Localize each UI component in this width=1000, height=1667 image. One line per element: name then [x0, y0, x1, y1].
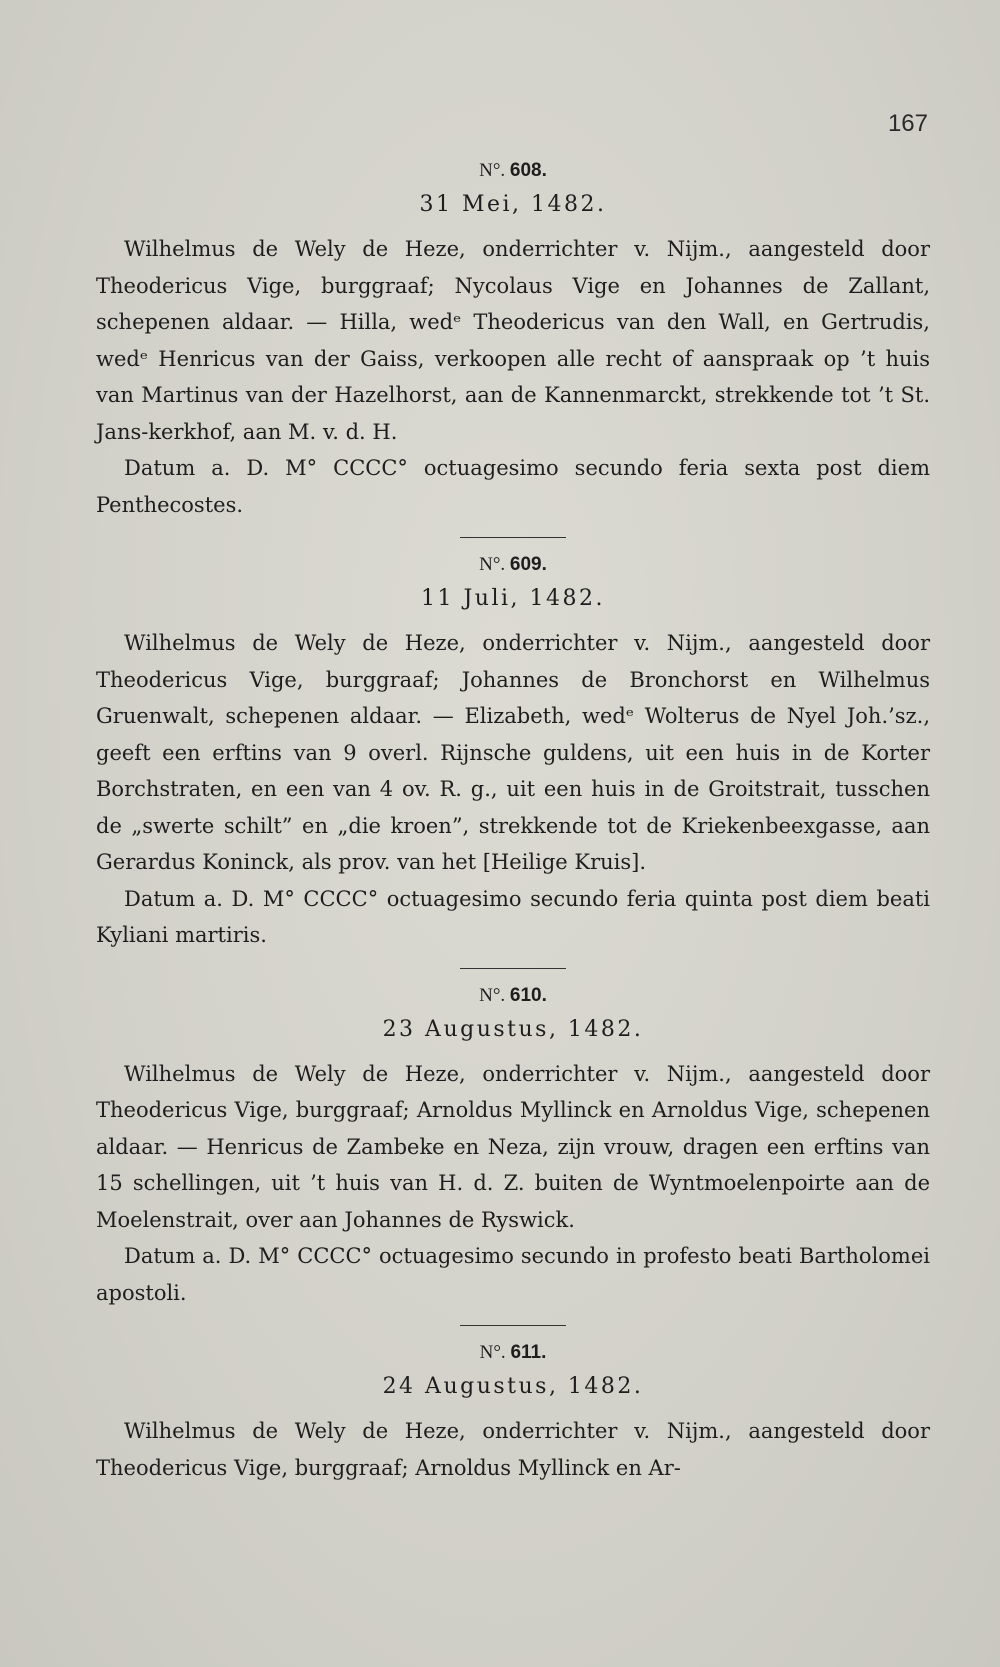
entry-date: 23 Augustus, 1482. — [382, 1016, 644, 1042]
divider — [460, 537, 566, 538]
entry-number: N°. 611. — [479, 1342, 547, 1363]
entry-number: N°. 610. — [479, 984, 547, 1006]
entry-text: Wilhelmus de Wely de Heze, onderrichter v. Nijm., aangesteld door Theodericus Vige, burggraaf; Arnoldus Myllinck en Arnoldus Vige, schepenen aldaar. — Henricus de Zambeke en Neza, zijn vrouw, dragen een erftins van 15 schellingen, uit ’t huis van H. d. Z. buiten de Wyntmoelenpoirte aan de Moelenstrait, over aan Johannes de Ryswick. — [96, 1061, 930, 1232]
entry-date: 24 Augustus, 1482. — [382, 1374, 644, 1399]
divider — [460, 1325, 566, 1326]
entry-611 — [96, 1342, 930, 1486]
entry-608 — [96, 160, 930, 523]
entry-datum: Datum a. D. M° CCCC° octuagesimo secundo in profesto beati Bartholomei apostoli. — [96, 1244, 930, 1305]
entry-datum: Datum a. D. M° CCCC° octuagesimo secundo feria sexta post diem Penthecostes. — [96, 456, 930, 517]
entry-datum: Datum a. D. M° CCCC° octuagesimo secundo feria quinta post diem beati Kyliani martiris. — [96, 886, 930, 947]
page-number: 167 — [887, 110, 928, 137]
entry-date: 11 Juli, 1482. — [420, 586, 605, 611]
divider — [460, 968, 566, 969]
entry-text: Wilhelmus de Wely de Heze, onderrichter v. Nijm., aangesteld door Theodericus Vige, burggraaf; Arnoldus Myllinck en Ar- — [96, 1419, 930, 1480]
entry-609 — [96, 554, 930, 954]
entry-number: N°. 608. — [479, 160, 547, 181]
entry-number: N°. 609. — [479, 554, 547, 575]
entry-date: 31 Mei, 1482. — [419, 192, 607, 217]
page-content — [96, 160, 930, 1486]
entry-text: Wilhelmus de Wely de Heze, onderrichter v. Nijm., aangesteld door Theodericus Vige, burggraaf; Johannes de Bronchorst en Wilhelmus Gruenwalt, schepenen aldaar. — Elizabeth, wedᵉ Wolterus de Nyel Joh.’sz., geeft een erftins van 9 overl. Rijnsche guldens, uit een huis in de Korter Borchstraten, en een van 4 ov. R. g., uit een huis in de Groitstrait, tusschen de „swerte schilt” en „die kroen”, strekkende tot de Kriekenbeexgasse, aan Gerardus Koninck, als prov. van het [Heilige Kruis]. — [96, 631, 930, 874]
entry-text: Wilhelmus de Wely de Heze, onderrichter v. Nijm., aangesteld door Theodericus Vige, burggraaf; Nycolaus Vige en Johannes de Zallant, schepenen aldaar. — Hilla, wedᵉ Theodericus van den Wall, en Gertrudis, wedᵉ Henricus van der Gaiss, verkoopen alle recht of aanspraak op ’t huis van Martinus van der Hazelhorst, aan de Kannenmarckt, strekkende tot ’t St. Jans-kerkhof, aan M. v. d. H. — [96, 237, 930, 444]
entry-610 — [96, 985, 930, 1312]
